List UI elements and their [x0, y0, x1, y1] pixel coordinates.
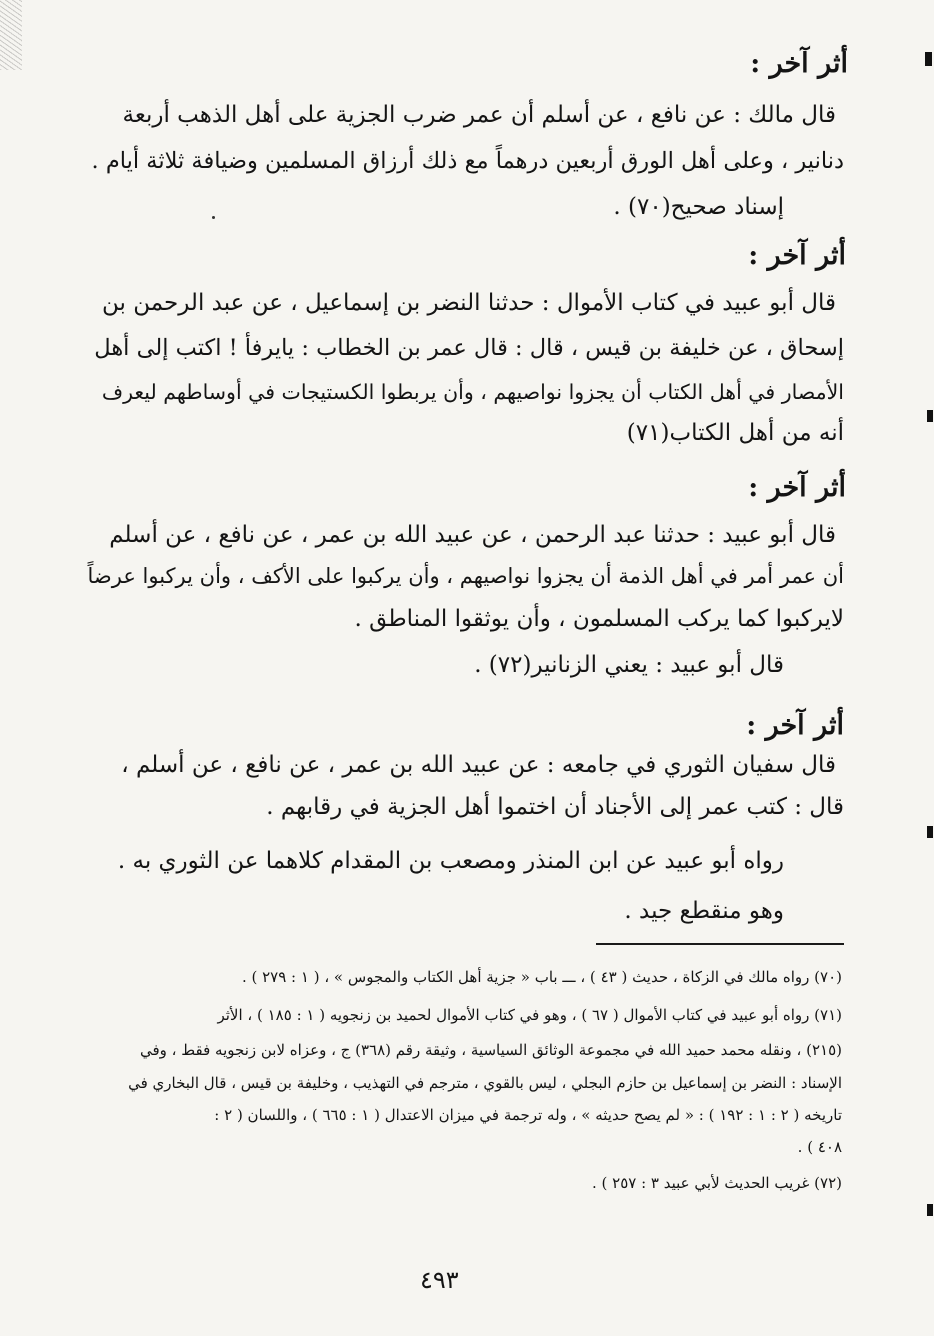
- footnote-line: (٧٢) غريب الحديث لأبي عبيد ٣ : ٢٥٧ ) .: [592, 1174, 842, 1192]
- footnote-line: ٤٠٨ ) .: [797, 1138, 842, 1156]
- page-number: ٤٩٣: [420, 1266, 459, 1294]
- text-line: قال أبو عبيد : حدثنا عبد الرحمن ، عن عبيد الله بن عمر ، عن نافع ، عن أسلم: [109, 522, 836, 548]
- text-line: رواه أبو عبيد عن ابن المنذر ومصعب بن المقدام كلاهما عن الثوري به .: [117, 848, 784, 874]
- text-line: إسناد صحيح(٧٠) .: [613, 194, 784, 220]
- section-heading: أثر آخر :: [746, 710, 844, 741]
- text-line: إسحاق ، عن خليفة بن قيس ، قال : قال عمر بن الخطاب : يايرفأ ! اكتب إلى أهل: [94, 335, 844, 361]
- text-line: قال أبو عبيد في كتاب الأموال : حدثنا النضر بن إسماعيل ، عن عبد الرحمن بن: [102, 290, 836, 316]
- footnote-line: الإسناد : النضر بن إسماعيل بن حازم البجلي ، ليس بالقوي ، مترجم في التهذيب ، وخليفة بن قيس ، قال البخاري في: [128, 1074, 842, 1092]
- text-line: قال : كتب عمر إلى الأجناد أن اختموا أهل الجزية في رقابهم .: [266, 794, 844, 820]
- footnote-line: (٧١) رواه أبو عبيد في كتاب الأموال ( ٦٧ ) ، وهو في كتاب الأموال لحميد بن زنجويه ( ١ : ١٨٥ ) ، الأثر: [217, 1006, 842, 1024]
- margin-mark: [925, 52, 932, 66]
- footnote-line: (٢١٥) ، ونقله محمد حميد الله في مجموعة الوثائق السياسية ، وثيقة رقم (٣٦٨) ج ، وعزاه لابن زنجويه فقط ، وفي: [140, 1041, 842, 1059]
- section-heading: أثر آخر :: [748, 472, 846, 503]
- text-line: قال سفيان الثوري في جامعه : عن عبيد الله بن عمر ، عن نافع ، عن أسلم ،: [121, 752, 836, 778]
- footnote-line: تاريخه ( ٢ : ١ : ١٩٢ ) : « لم يصح حديثه » ، وله ترجمة في ميزان الاعتدال ( ١ : ٦٦٥ ) ، واللسان ( ٢ :: [214, 1106, 842, 1124]
- text-line: وهو منقطع جيد .: [624, 898, 784, 924]
- section-heading: أثر آخر :: [750, 48, 848, 79]
- margin-mark: [927, 410, 933, 422]
- text-line: الأمصار في أهل الكتاب أن يجزوا نواصيهم ، وأن يربطوا الكستيجات في أوساطهم ليعرف: [101, 380, 844, 404]
- margin-mark: [927, 1204, 933, 1216]
- text-line: دنانير ، وعلى أهل الورق أربعين درهماً مع ذلك أرزاق المسلمين وضيافة ثلاثة أيام .: [91, 148, 844, 174]
- text-line: قال مالك : عن نافع ، عن أسلم أن عمر ضرب الجزية على أهل الذهب أربعة: [122, 102, 836, 128]
- scan-speck: [212, 216, 215, 219]
- footnote-line: (٧٠) رواه مالك في الزكاة ، حديث ( ٤٣ ) ، ـــ باب « جزية أهل الكتاب والمجوس » ، ( ١ : ٢٧٩ ) .: [241, 968, 842, 986]
- text-line: لايركبوا كما يركب المسلمون ، وأن يوثقوا المناطق .: [354, 606, 844, 632]
- scan-noise: [0, 0, 22, 70]
- text-line: أن عمر أمر في أهل الذمة أن يجزوا نواصيهم ، وأن يركبوا على الأكف ، وأن يركبوا عرضاً: [87, 564, 844, 588]
- margin-mark: [927, 826, 933, 838]
- section-heading: أثر آخر :: [748, 240, 846, 271]
- text-line: قال أبو عبيد : يعني الزنانير(٧٢) .: [474, 652, 784, 678]
- footnote-divider: [596, 943, 844, 945]
- text-line: أنه من أهل الكتاب(٧١): [626, 420, 844, 446]
